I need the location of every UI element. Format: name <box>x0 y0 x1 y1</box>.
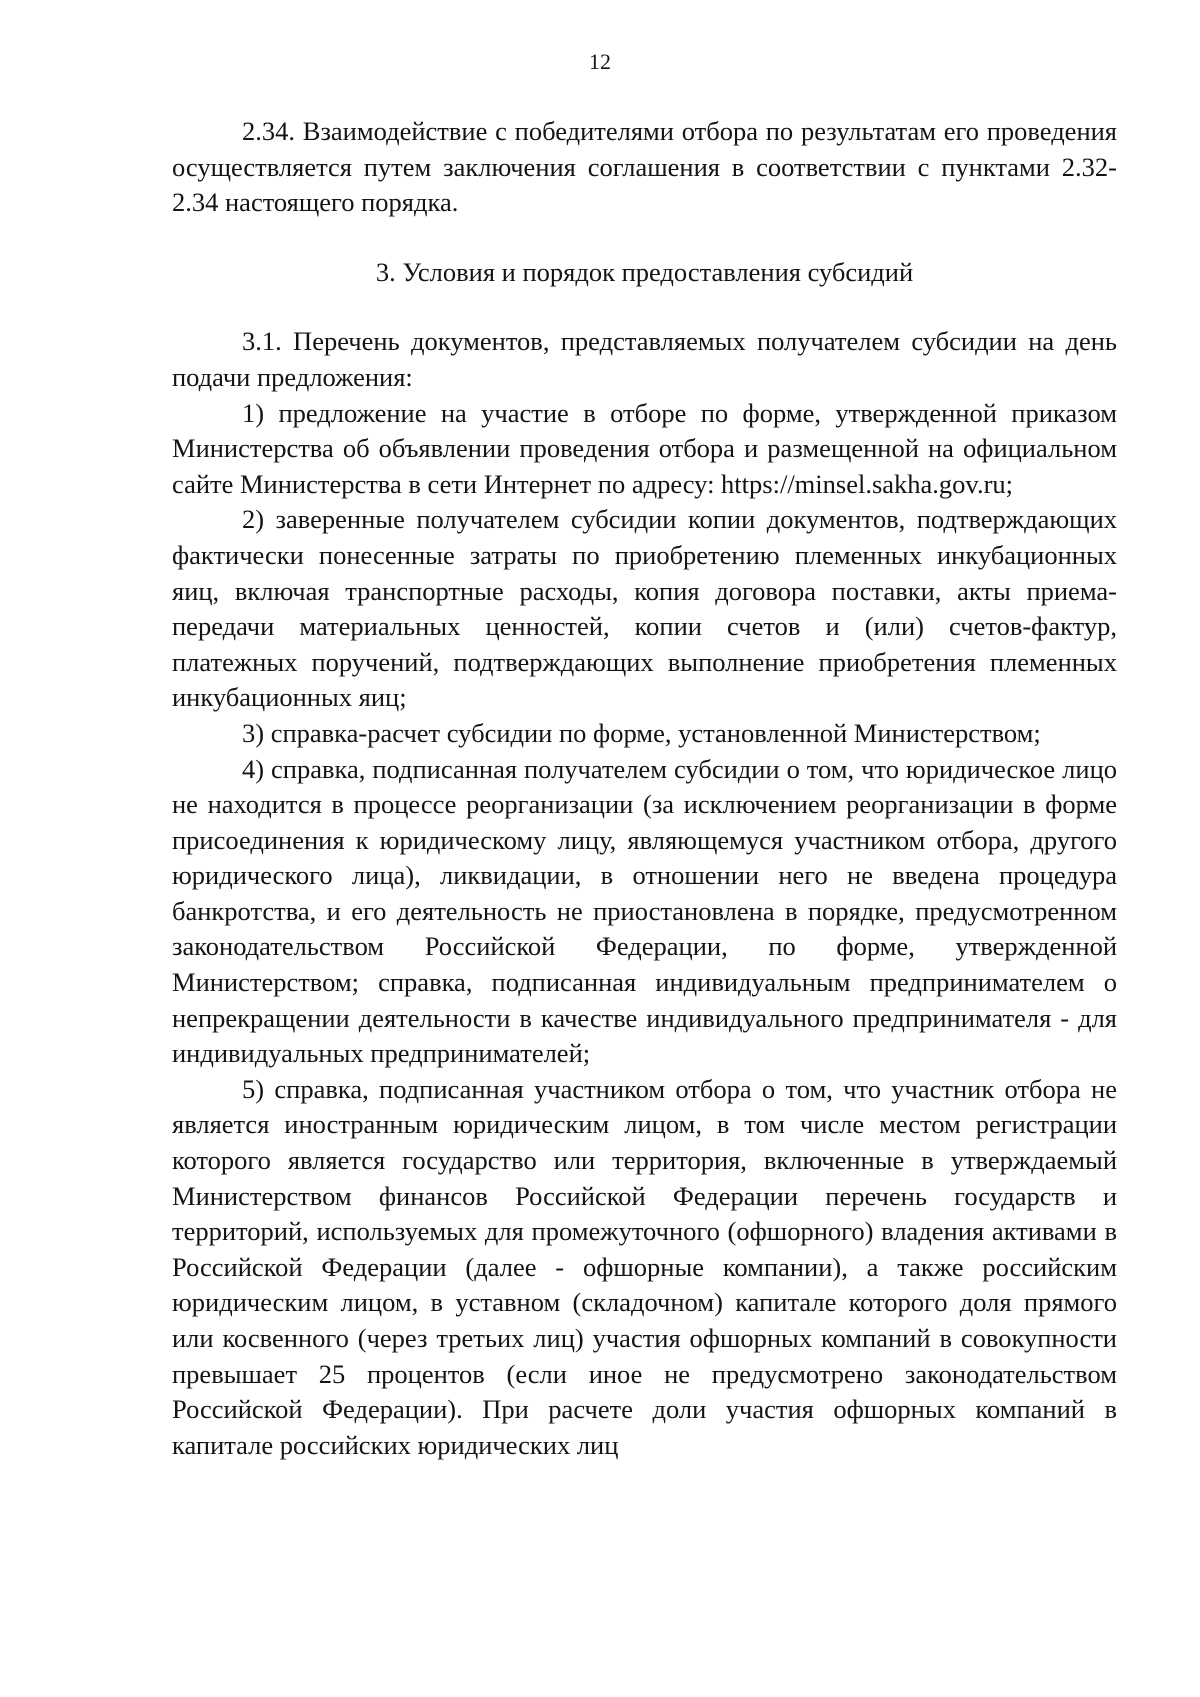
list-item-1: 1) предложение на участие в отборе по форме, утвержденной приказом Министерства об объявлении проведения отбора и размещенной на официальном сайте Министерства в сети Интернет по адресу: https://minsel.sakha.gov.ru; <box>172 397 1117 499</box>
list-item-2: 2) заверенные получателем субсидии копии документов, подтверждающих фактически понесенные затраты по приобретению племенных инкубационных яиц, включая транспортные расходы, копия договора поставки, акты приема-передачи материальных ценностей, копии счетов и (или) счетов-фактур, платежных поручений, подтверждающих выполнение приобретения племенных инкубационных яиц; <box>172 504 1117 713</box>
page-number: 12 <box>589 49 611 74</box>
list-item-4: 4) справка, подписанная получателем субсидии о том, что юридическое лицо не находится в процессе реорганизации (за исключением реорганизации в форме присоединения к юридическому лицу, являющемуся участником отбора, другого юридического лица), ликвидации, в отношении него не введена процедура банкротства, и его деятельность не приостановлена в порядке, предусмотренном законодательством Российской Федерации, по форме, утвержденной Министерством; справка, подписанная индивидуальным предпринимателем о непрекращении деятельности в качестве индивидуального предпринимателя - для индивидуальных предпринимателей; <box>172 753 1117 1069</box>
list-item-5: 5) справка, подписанная участником отбора о том, что участник отбора не является иностранным юридическим лицом, в том числе местом регистрации которого является государство или территория, включенные в утверждаемый Министерством финансов Российской Федерации перечень государств и территорий, используемых для промежуточного (офшорного) владения активами в Российской Федерации (далее - офшорные компании), а также российским юридическим лицом, в уставном (складочном) капитале которого доля прямого или косвенного (через третьих лиц) участия офшорных компаний в совокупности превышает 25 процентов (если иное не предусмотрено законодательством Российской Федерации). При расчете доли участия офшорных компаний в капитале российских юридических лиц <box>172 1073 1117 1460</box>
section-3-heading: 3. Условия и порядок предоставления субсидий <box>375 256 914 287</box>
paragraph-3-1: 3.1. Перечень документов, представляемых получателем субсидии на день подачи предложения: <box>172 326 1117 392</box>
document-body <box>172 114 1117 1463</box>
paragraph-2-34: 2.34. Взаимодействие с победителями отбора по результатам его проведения осуществляется путем заключения соглашения в соответствии с пунктами 2.32-2.34 настоящего порядка. <box>172 116 1117 218</box>
list-item-3: 3) справка-расчет субсидии по форме, установленной Министерством; <box>242 717 1041 748</box>
